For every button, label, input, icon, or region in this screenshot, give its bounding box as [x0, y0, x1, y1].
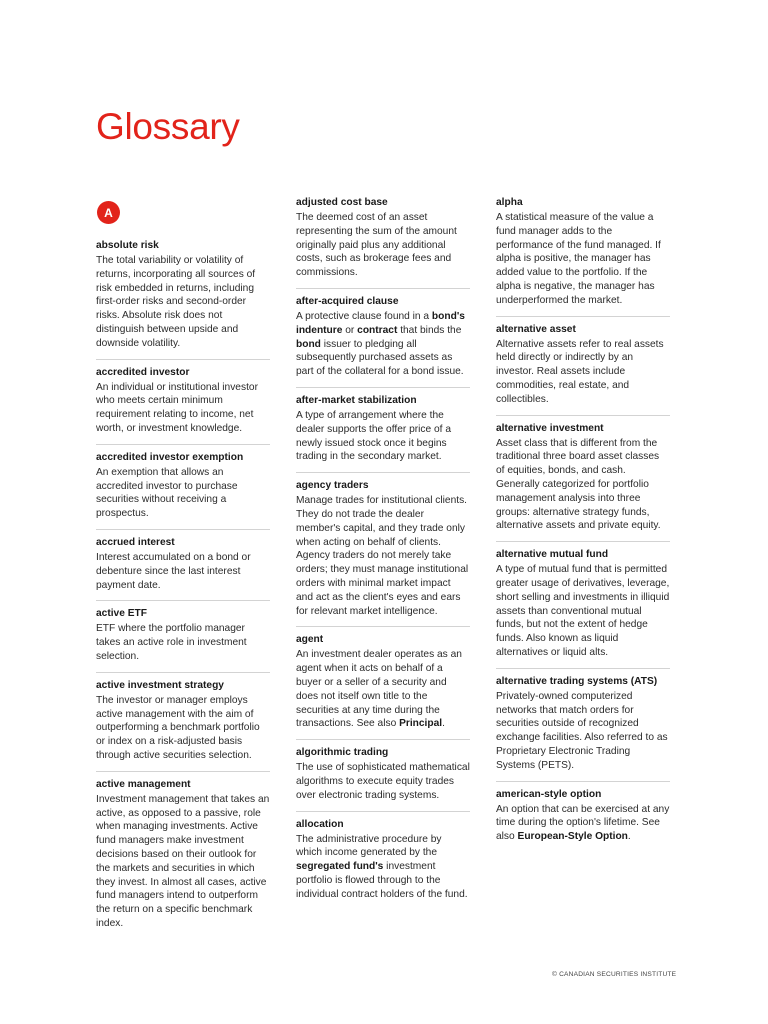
- cross-reference-term: bond's indenture: [296, 310, 465, 336]
- glossary-definition: [96, 466, 270, 521]
- definition-text: A type of mutual fund that is permitted greater usage of derivatives, leverage, short selling and investments in illiquid assets than conventional mutual funds, but not the extent of hedge funds. Also known as liquid alternatives or liquid alts.: [496, 564, 670, 658]
- glossary-entry: [96, 451, 270, 530]
- glossary-term: adjusted cost base: [296, 197, 388, 208]
- cross-reference-term: bond: [296, 338, 321, 350]
- definition-text: A type of arrangement where the dealer supports the offer price of a newly issued stock once it begins trading in the secondary market.: [296, 409, 451, 463]
- glossary-definition: [496, 803, 670, 844]
- glossary-term: alternative mutual fund: [496, 549, 609, 561]
- glossary-entry: [96, 778, 270, 939]
- definition-text: An exemption that allows an accredited investor to purchase securities without receiving a prospectus.: [96, 466, 238, 520]
- glossary-definition: [96, 381, 270, 436]
- definition-text: .: [627, 831, 631, 843]
- glossary-term: after-acquired clause: [296, 295, 399, 307]
- glossary-definition: [296, 833, 470, 902]
- glossary-entry: [496, 323, 670, 416]
- glossary-term: alternative asset: [496, 323, 576, 335]
- section-letter-badge: A: [97, 201, 120, 224]
- glossary-entry: [496, 196, 670, 317]
- definition-text: An investment dealer operates as an agent when it acts on behalf of a buyer or a seller of a security and does not itself own title to the securities at any time during the transactions. See also: [296, 649, 462, 730]
- definition-text: investment portfolio is flowed through to the individual contract holders of the fund.: [296, 861, 468, 900]
- glossary-term: accrued interest: [96, 536, 175, 548]
- glossary-term: accredited investor: [96, 366, 190, 378]
- definition-text: Alternative assets refer to real assets held directly or indirectly by an investor. Real assets include commodities, real estate, and collectibles.: [496, 338, 664, 405]
- cross-reference-term: contract: [357, 324, 398, 336]
- definition-text: The investor or manager employs active management with the aim of outperforming a benchmark portfolio or index on a risk-adjusted basis through active securities selection.: [96, 694, 260, 761]
- glossary-term: algorithmic trading: [296, 747, 389, 759]
- definition-text: A protective clause found in a: [296, 310, 432, 322]
- definition-text: that binds the: [397, 324, 462, 336]
- glossary-definition: [496, 563, 670, 660]
- glossary-definition: [296, 761, 470, 802]
- glossary-term: active investment strategy: [96, 679, 224, 691]
- glossary-entry: [496, 548, 670, 669]
- glossary-column-3: [496, 196, 670, 858]
- glossary-definition: [296, 494, 470, 618]
- definition-text: Privately-owned computerized networks that match orders for securities outside of recognized exchange facilities. Also referred to as Proprietary Electronic Trading Systems (PETS).: [496, 690, 668, 771]
- glossary-definition: [296, 310, 470, 379]
- glossary-term: american-style option: [496, 788, 602, 800]
- glossary-definition: [96, 793, 270, 931]
- glossary-entry: [496, 675, 670, 782]
- glossary-definition: [296, 211, 470, 280]
- glossary-entry: [296, 394, 470, 473]
- definition-text: or: [342, 324, 358, 336]
- footer-copyright: © CANADIAN SECURITIES INSTITUTE: [552, 971, 677, 978]
- glossary-entry: [296, 295, 470, 388]
- definition-text: The administrative procedure by which income generated by the: [296, 833, 442, 859]
- glossary-term: absolute risk: [96, 240, 159, 251]
- glossary-definition: [296, 409, 470, 464]
- cross-reference-term: Principal: [399, 718, 443, 730]
- glossary-term: active ETF: [96, 608, 147, 620]
- definition-text: A statistical measure of the value a fund manager adds to the performance of the fund managed. If alpha is positive, the manager has added value to the portfolio. If the alpha is negative, the manager has underperformed the market.: [496, 212, 661, 306]
- definition-text: Interest accumulated on a bond or debenture since the last interest payment date.: [96, 551, 251, 591]
- glossary-entry: [496, 788, 670, 852]
- glossary-entry: [496, 422, 670, 543]
- definition-text: Asset class that is different from the traditional three board asset classes of equities, bonds, and cash. Generally categorized for portfolio management analysis into three groups: alternative strategy funds, alternative assets and private equity.: [496, 437, 661, 532]
- glossary-entry: [296, 818, 470, 910]
- glossary-definition: [296, 648, 470, 731]
- definition-text: The deemed cost of an asset representing the sum of the amount originally paid plus any additional costs, such as brokerage fees and commissions.: [296, 212, 457, 279]
- glossary-column-2: [296, 196, 470, 915]
- glossary-definition: [496, 338, 670, 407]
- definition-text: ETF where the portfolio manager takes an active role in investment selection.: [96, 623, 247, 662]
- glossary-term: accredited investor exemption: [96, 451, 244, 463]
- definition-text: The total variability or volatility of returns, incorporating all sources of risk embedded in returns, including first-order risks and second-order risks. Absolute risk does not distinguish between upside and downside volatility.: [96, 255, 256, 349]
- glossary-term: alternative investment: [496, 422, 604, 434]
- cross-reference-term: segregated fund's: [296, 861, 384, 873]
- glossary-entry: [296, 479, 470, 627]
- glossary-entry: [96, 536, 270, 601]
- glossary-entry: [96, 607, 270, 672]
- definition-text: issuer to pledging all subsequently purchased assets as part of the collateral for a bond issue.: [296, 338, 464, 378]
- glossary-definition: [496, 211, 670, 308]
- glossary-term: agency traders: [296, 480, 369, 492]
- definition-text: .: [442, 718, 445, 730]
- glossary-entry: [96, 366, 270, 445]
- glossary-definition: [496, 690, 670, 773]
- definition-text: Investment management that takes an active, as opposed to a passive, role when managing investments. Active fund managers make investment decisions based on their outlook for the markets and securities in which they invest. In almost all cases, active fund managers intend to outperform the return on a specific benchmark index.: [96, 793, 270, 929]
- glossary-entry: [296, 196, 470, 289]
- glossary-term: after-market stabilization: [296, 394, 417, 406]
- definition-text: The use of sophisticated mathematical algorithms to execute equity trades over electronic trading systems.: [296, 762, 470, 801]
- glossary-definition: [96, 551, 270, 592]
- definition-text: An option that can be exercised at any time during the option's lifetime. See also: [496, 803, 670, 843]
- glossary-entry: [96, 679, 270, 772]
- glossary-term: alpha: [496, 197, 523, 208]
- glossary-entry: [96, 239, 270, 360]
- glossary-column-1: [96, 196, 270, 945]
- glossary-entry: [296, 633, 470, 740]
- definition-text: Manage trades for institutional clients. They do not trade the dealer member's capital, and they trade only when acting on behalf of clients. Agency traders do not merely take orders; they must manage institutional orders with minimal market impact and act as the client's eyes and ears for relevant market intelligence.: [296, 495, 469, 617]
- definition-text: An individual or institutional investor who meets certain minimum requirement relating to income, net worth, or investment knowledge.: [96, 381, 258, 434]
- glossary-term: agent: [296, 634, 324, 646]
- glossary-definition: [96, 694, 270, 763]
- cross-reference-term: European-Style Option: [517, 831, 628, 843]
- glossary-definition: [96, 622, 270, 663]
- glossary-term: active management: [96, 778, 191, 790]
- glossary-entry: [296, 746, 470, 811]
- glossary-definition: [496, 437, 670, 534]
- glossary-term: alternative trading systems (ATS): [496, 675, 658, 687]
- glossary-definition: [96, 254, 270, 351]
- page-title: Glossary: [96, 106, 240, 147]
- glossary-term: allocation: [296, 818, 344, 830]
